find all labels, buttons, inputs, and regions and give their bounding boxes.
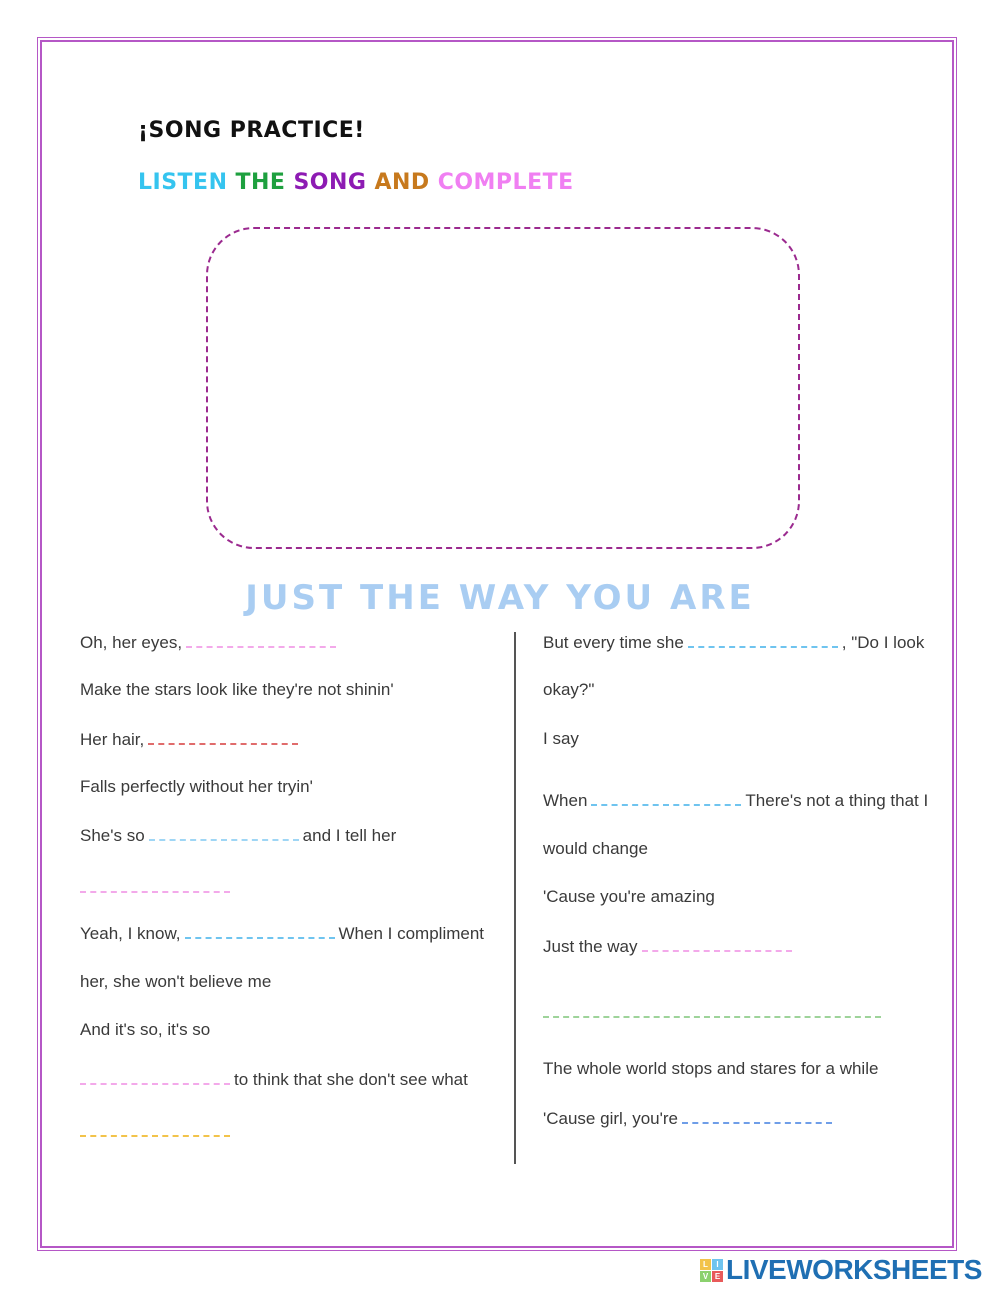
- subtitle-word: COMPLETE: [437, 170, 574, 195]
- lyric-text: and I tell her: [302, 826, 397, 845]
- lyric-line: [80, 972, 271, 992]
- lyric-line: [543, 680, 594, 700]
- lyric-line: [80, 680, 394, 700]
- song-title: JUST THE WAY YOU ARE: [245, 578, 755, 618]
- lyric-text: She's so: [80, 826, 145, 845]
- page-title: ¡SONG PRACTICE!: [138, 118, 365, 143]
- lyric-text: But every time she: [543, 633, 684, 652]
- lyric-line: [80, 825, 396, 846]
- subtitle-word: THE: [235, 170, 286, 195]
- answer-blank[interactable]: [688, 632, 838, 648]
- liveworksheets-logo: [700, 1255, 982, 1285]
- lyric-text: Oh, her eyes,: [80, 633, 183, 652]
- lyric-line: [80, 923, 484, 944]
- lyric-text: When: [543, 791, 588, 810]
- answer-blank[interactable]: [682, 1108, 832, 1124]
- lyric-line: [80, 777, 313, 797]
- lyric-line: [80, 1020, 210, 1040]
- lyric-text: Her hair,: [80, 730, 145, 749]
- lyric-line: [543, 1108, 836, 1129]
- media-placeholder-box[interactable]: [206, 227, 800, 549]
- lyric-text: okay?": [543, 680, 595, 699]
- subtitle-word: SONG: [293, 170, 367, 195]
- lyric-text: And it's so, it's so: [80, 1020, 211, 1039]
- lyric-text: Yeah, I know,: [80, 924, 181, 943]
- lyric-text: , "Do I look: [841, 633, 925, 652]
- answer-blank[interactable]: [80, 877, 230, 893]
- lyric-text: Make the stars look like they're not shinin': [80, 680, 394, 699]
- instructions: [138, 170, 582, 195]
- answer-blank[interactable]: [186, 632, 336, 648]
- lyric-line: [543, 729, 579, 749]
- lyric-text: 'Cause you're amazing: [543, 887, 715, 906]
- lyric-text: would change: [543, 839, 648, 858]
- logo-text: LIVEWORKSHEETS: [726, 1254, 982, 1285]
- lyric-line: [543, 936, 796, 957]
- answer-blank[interactable]: [543, 1002, 881, 1018]
- lyric-text: When I compliment: [338, 924, 485, 943]
- lyric-text: her, she won't believe me: [80, 972, 272, 991]
- lyric-text: There's not a thing that I: [745, 791, 929, 810]
- lyric-line: [80, 632, 340, 653]
- column-divider: [514, 632, 516, 1164]
- lyric-line: [543, 1059, 878, 1079]
- answer-blank[interactable]: [80, 1121, 230, 1137]
- lyric-line: [543, 887, 715, 907]
- lyric-line: [543, 839, 648, 859]
- answer-blank[interactable]: [642, 936, 792, 952]
- subtitle-word: LISTEN: [138, 170, 228, 195]
- lyric-line: [80, 1069, 468, 1090]
- answer-blank[interactable]: [591, 790, 741, 806]
- lyric-text: Just the way: [543, 937, 638, 956]
- logo-letter: L: [700, 1259, 711, 1270]
- lyric-line: [80, 877, 234, 898]
- lyric-text: I say: [543, 729, 579, 748]
- lyric-line: [543, 1002, 885, 1023]
- answer-blank[interactable]: [149, 825, 299, 841]
- answer-blank[interactable]: [185, 923, 335, 939]
- lyric-line: [80, 1121, 234, 1142]
- lyric-line: [543, 632, 924, 653]
- lyric-text: Falls perfectly without her tryin': [80, 777, 313, 796]
- logo-letter: V: [700, 1271, 711, 1282]
- answer-blank[interactable]: [148, 729, 298, 745]
- lyric-line: [80, 729, 302, 750]
- logo-icon: [700, 1259, 723, 1282]
- lyric-line: [543, 790, 928, 811]
- subtitle-word: AND: [374, 170, 430, 195]
- answer-blank[interactable]: [80, 1069, 230, 1085]
- lyric-text: The whole world stops and stares for a while: [543, 1059, 879, 1078]
- logo-letter: E: [712, 1271, 723, 1282]
- logo-letter: I: [712, 1259, 723, 1270]
- lyric-text: to think that she don't see what: [234, 1070, 468, 1089]
- lyric-text: 'Cause girl, you're: [543, 1109, 678, 1128]
